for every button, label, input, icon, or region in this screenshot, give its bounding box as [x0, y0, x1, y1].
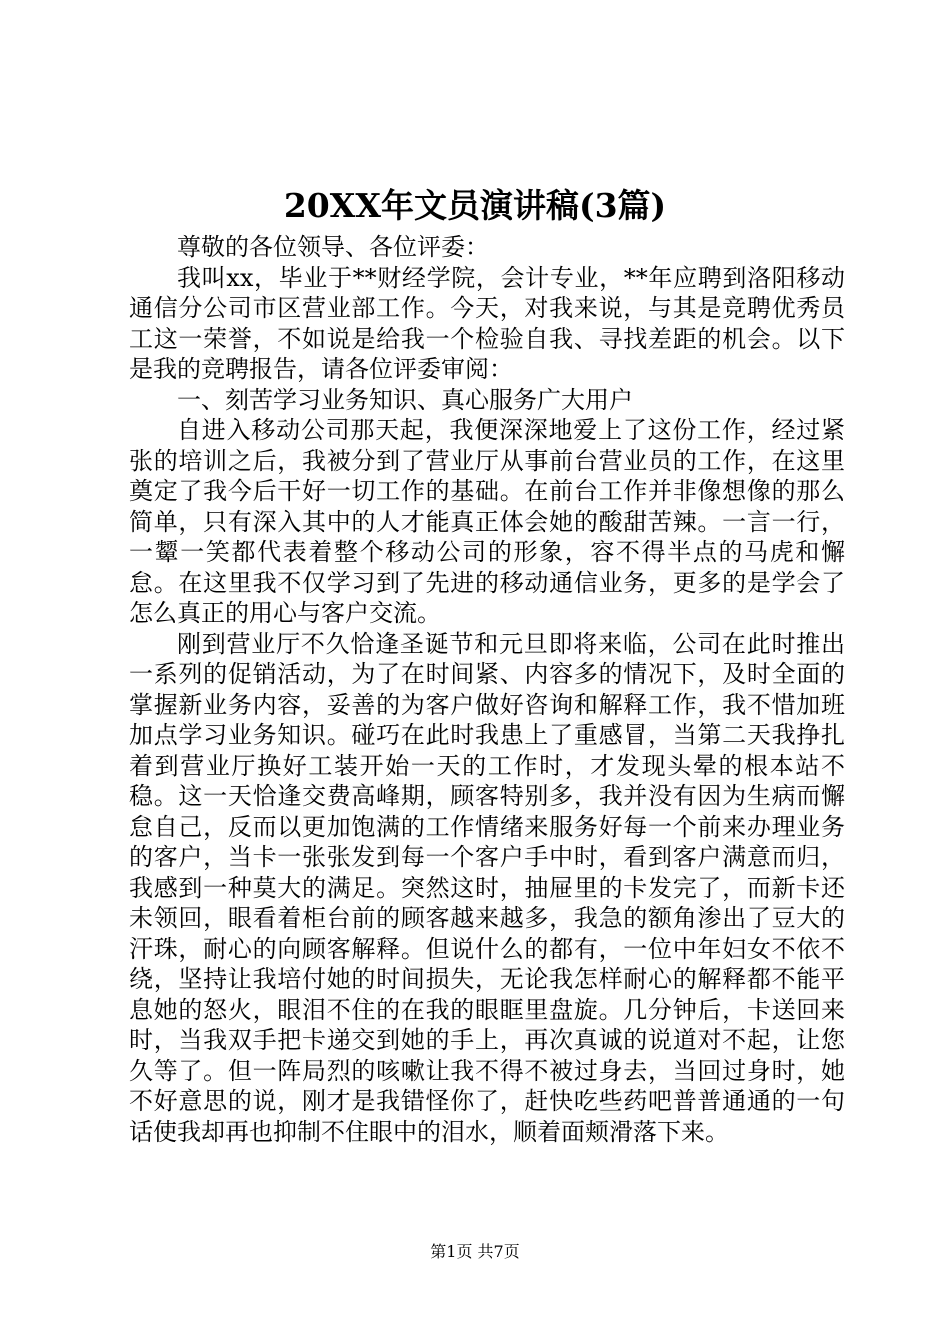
intro-paragraph: 我叫xx，毕业于**财经学院，会计专业，**年应聘到洛阳移动通信分公司市区营业部工作。今天，对我来说，与其是竞聘优秀员工这一荣誉，不如说是给我一个检验自我、寻找差距的机会。以下是我的竞聘报告，请各位评委审阅：	[129, 263, 845, 383]
salutation-paragraph: 尊敬的各位领导、各位评委：	[177, 233, 489, 261]
section-heading-1: 一、刻苦学习业务知识、真心服务广大用户	[177, 385, 633, 414]
document-title: 20XX年文员演讲稿(3篇)	[283, 186, 667, 225]
body-paragraph-2: 刚到营业厅不久恰逢圣诞节和元旦即将来临，公司在此时推出一系列的促销活动，为了在时间紧、内容多的情况下，及时全面的掌握新业务内容，妥善的为客户做好咨询和解释工作，我不惜加班加点学习业务知识。碰巧在此时我患上了重感冒，当第二天我挣扎着到营业厅换好工装开始一天的工作时，才发现头晕的根本站不稳。这一天恰逢交费高峰期，顾客特别多，我并没有因为生病而懈怠自己，反而以更加饱满的工作情绪来服务好每一个前来办理业务的客户，当卡一张张发到每一个客户手中时，看到客户满意而归，我感到一种莫大的满足。突然这时，抽屉里的卡发完了，而新卡还未领回，眼看着柜台前的顾客越来越多，我急的额角渗出了豆大的汗珠，耐心的向顾客解释。但说什么的都有，一位中年妇女不依不绕，坚持让我培付她的时间损失，无论我怎样耐心的解释都不能平息她的怒火，眼泪不住的在我的眼眶里盘旋。几分钟后，卡送回来时，当我双手把卡递交到她的手上，再次真诚的说道对不起，让您久等了。但一阵局烈的咳嗽让我不得不被过身去，当回过身时，她不好意思的说，刚才是我错怪你了，赶快吃些药吧普普通通的一句话使我却再也抑制不住眼中的泪水，顺着面颊滑落下来。	[129, 629, 845, 1146]
document-body	[129, 232, 845, 1147]
body-paragraph-1: 自进入移动公司那天起，我便深深地爱上了这份工作，经过紧张的培训之后，我被分到了营业厅从事前台营业员的工作，在这里奠定了我今后干好一切工作的基础。在前台工作并非像想像的那么简单，只有深入其中的人才能真正体会她的酸甜苦辣。一言一行，一颦一笑都代表着整个移动公司的形象，容不得半点的马虎和懈怠。在这里我不仅学习到了先进的移动通信业务，更多的是学会了怎么真正的用心与客户交流。	[129, 416, 845, 627]
page-footer: 第1页 共7页	[430, 1242, 520, 1261]
